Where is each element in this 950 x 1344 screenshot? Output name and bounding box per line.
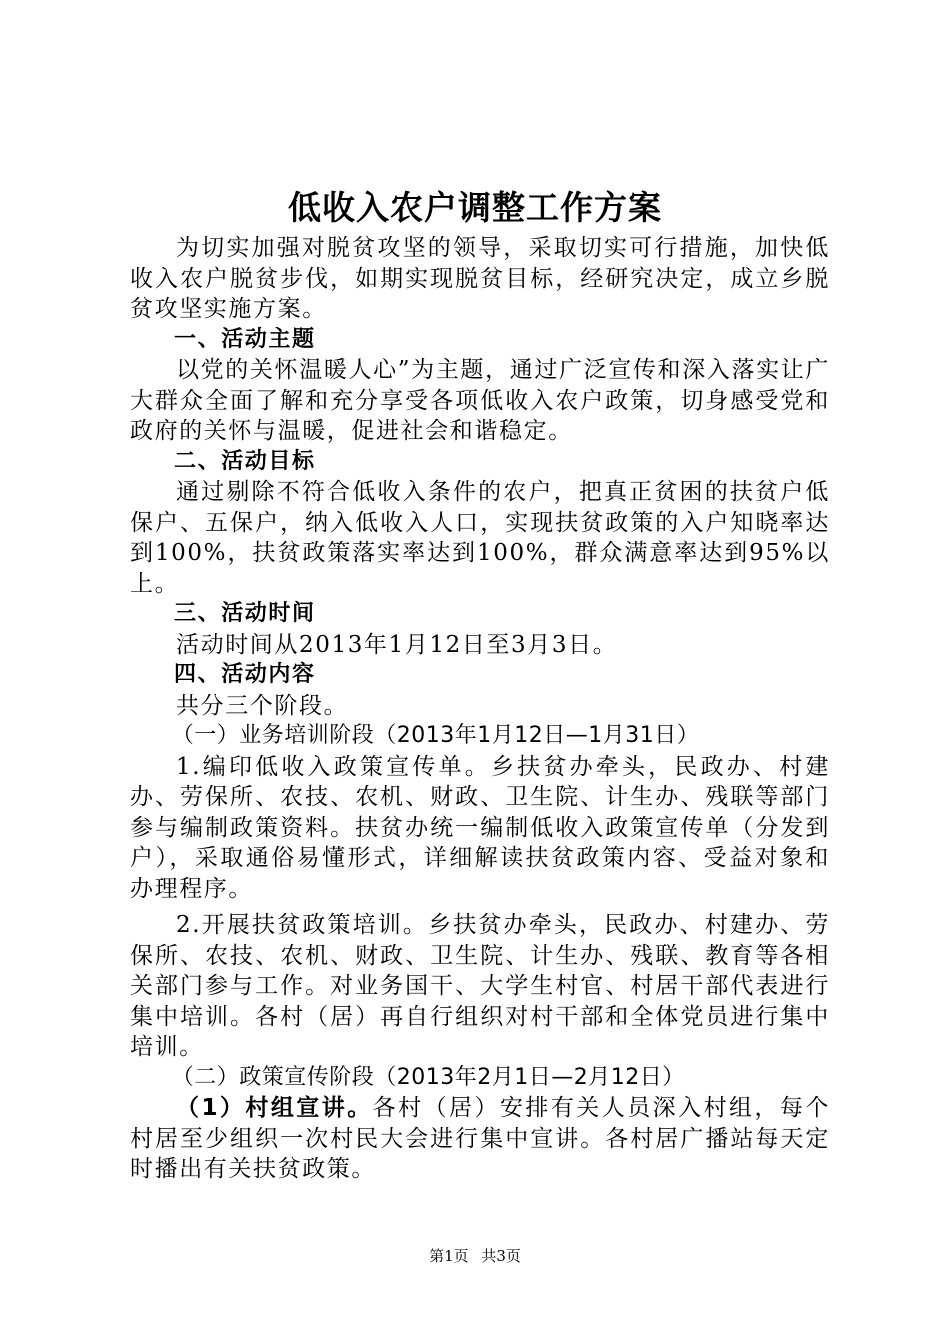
stage-2-item-1	[130, 1093, 830, 1185]
stage-2-item-1-label: （1）村组宣讲。	[176, 1095, 373, 1121]
section-2-text: 通过剔除不符合低收入条件的农户，把真正贫困的扶贫户低保户、五保户，纳入低收入人口，实现扶贫政策的入户知晓率达到100%，扶贫政策落实率达到100%，群众满意率达到95%以上。	[130, 479, 830, 597]
section-4-text: 共分三个阶段。	[176, 692, 349, 719]
section-3-text: 活动时间从2013年1月12日至3月3日。	[176, 631, 618, 658]
section-4-heading: 四、活动内容	[174, 662, 316, 687]
section-3-heading: 三、活动时间	[174, 601, 316, 626]
section-1-text: 以党的关怀温暖人心”为主题，通过广泛宣传和深入落实让广大群众全面了解和充分享受各项低收入农户政策，切身感受党和政府的关怀与温暖，促进社会和谐稳定。	[130, 357, 830, 444]
section-2-heading: 二、活动目标	[174, 448, 316, 474]
page-footer	[0, 1245, 950, 1266]
document-title: 低收入农户调整工作方案	[288, 188, 662, 227]
section-1-heading: 一、活动主题	[174, 326, 316, 352]
stage-1-item-1: 1.编印低收入政策宣传单。乡扶贫办牵头，民政办、村建办、劳保所、农技、农机、财政、卫生院、计生办、残联等部门参与编制政策资料。扶贫办统一编制低收入政策宣传单（分发到户），采取通俗易懂形式，详细解读扶贫政策内容、受益对象和办理程序。	[130, 753, 830, 902]
stage-1-heading: （一）业务培训阶段（2013年1月12日—1月31日）	[171, 723, 700, 748]
stage-2-heading: （二）政策宣传阶段（2013年2月1日—2月12日）	[171, 1064, 685, 1090]
stage-2-item-1-text: 各村（居）安排有关人员深入村组，每个村居至少组织一次村民大会进行集中宣讲。各村居广播站每天定时播出有关扶贫政策。	[130, 1095, 830, 1182]
stage-1-item-2: 2.开展扶贫政策培训。乡扶贫办牵头，民政办、村建办、劳保所、农技、农机、财政、卫生院、计生办、残联、教育等各相关部门参与工作。对业务国干、大学生村官、村居干部代表进行集中培训。各村（居）再自行组织对村干部和全体党员进行集中培训。	[130, 912, 830, 1060]
page-number: 第1页	[429, 1247, 469, 1265]
page-total: 共3页	[481, 1247, 521, 1265]
document-body	[130, 233, 830, 1185]
intro-paragraph: 为切实加强对脱贫攻坚的领导，采取切实可行措施，加快低收入农户脱贫步伐，如期实现脱贫目标，经研究决定，成立乡脱贫攻坚实施方案。	[130, 235, 830, 322]
